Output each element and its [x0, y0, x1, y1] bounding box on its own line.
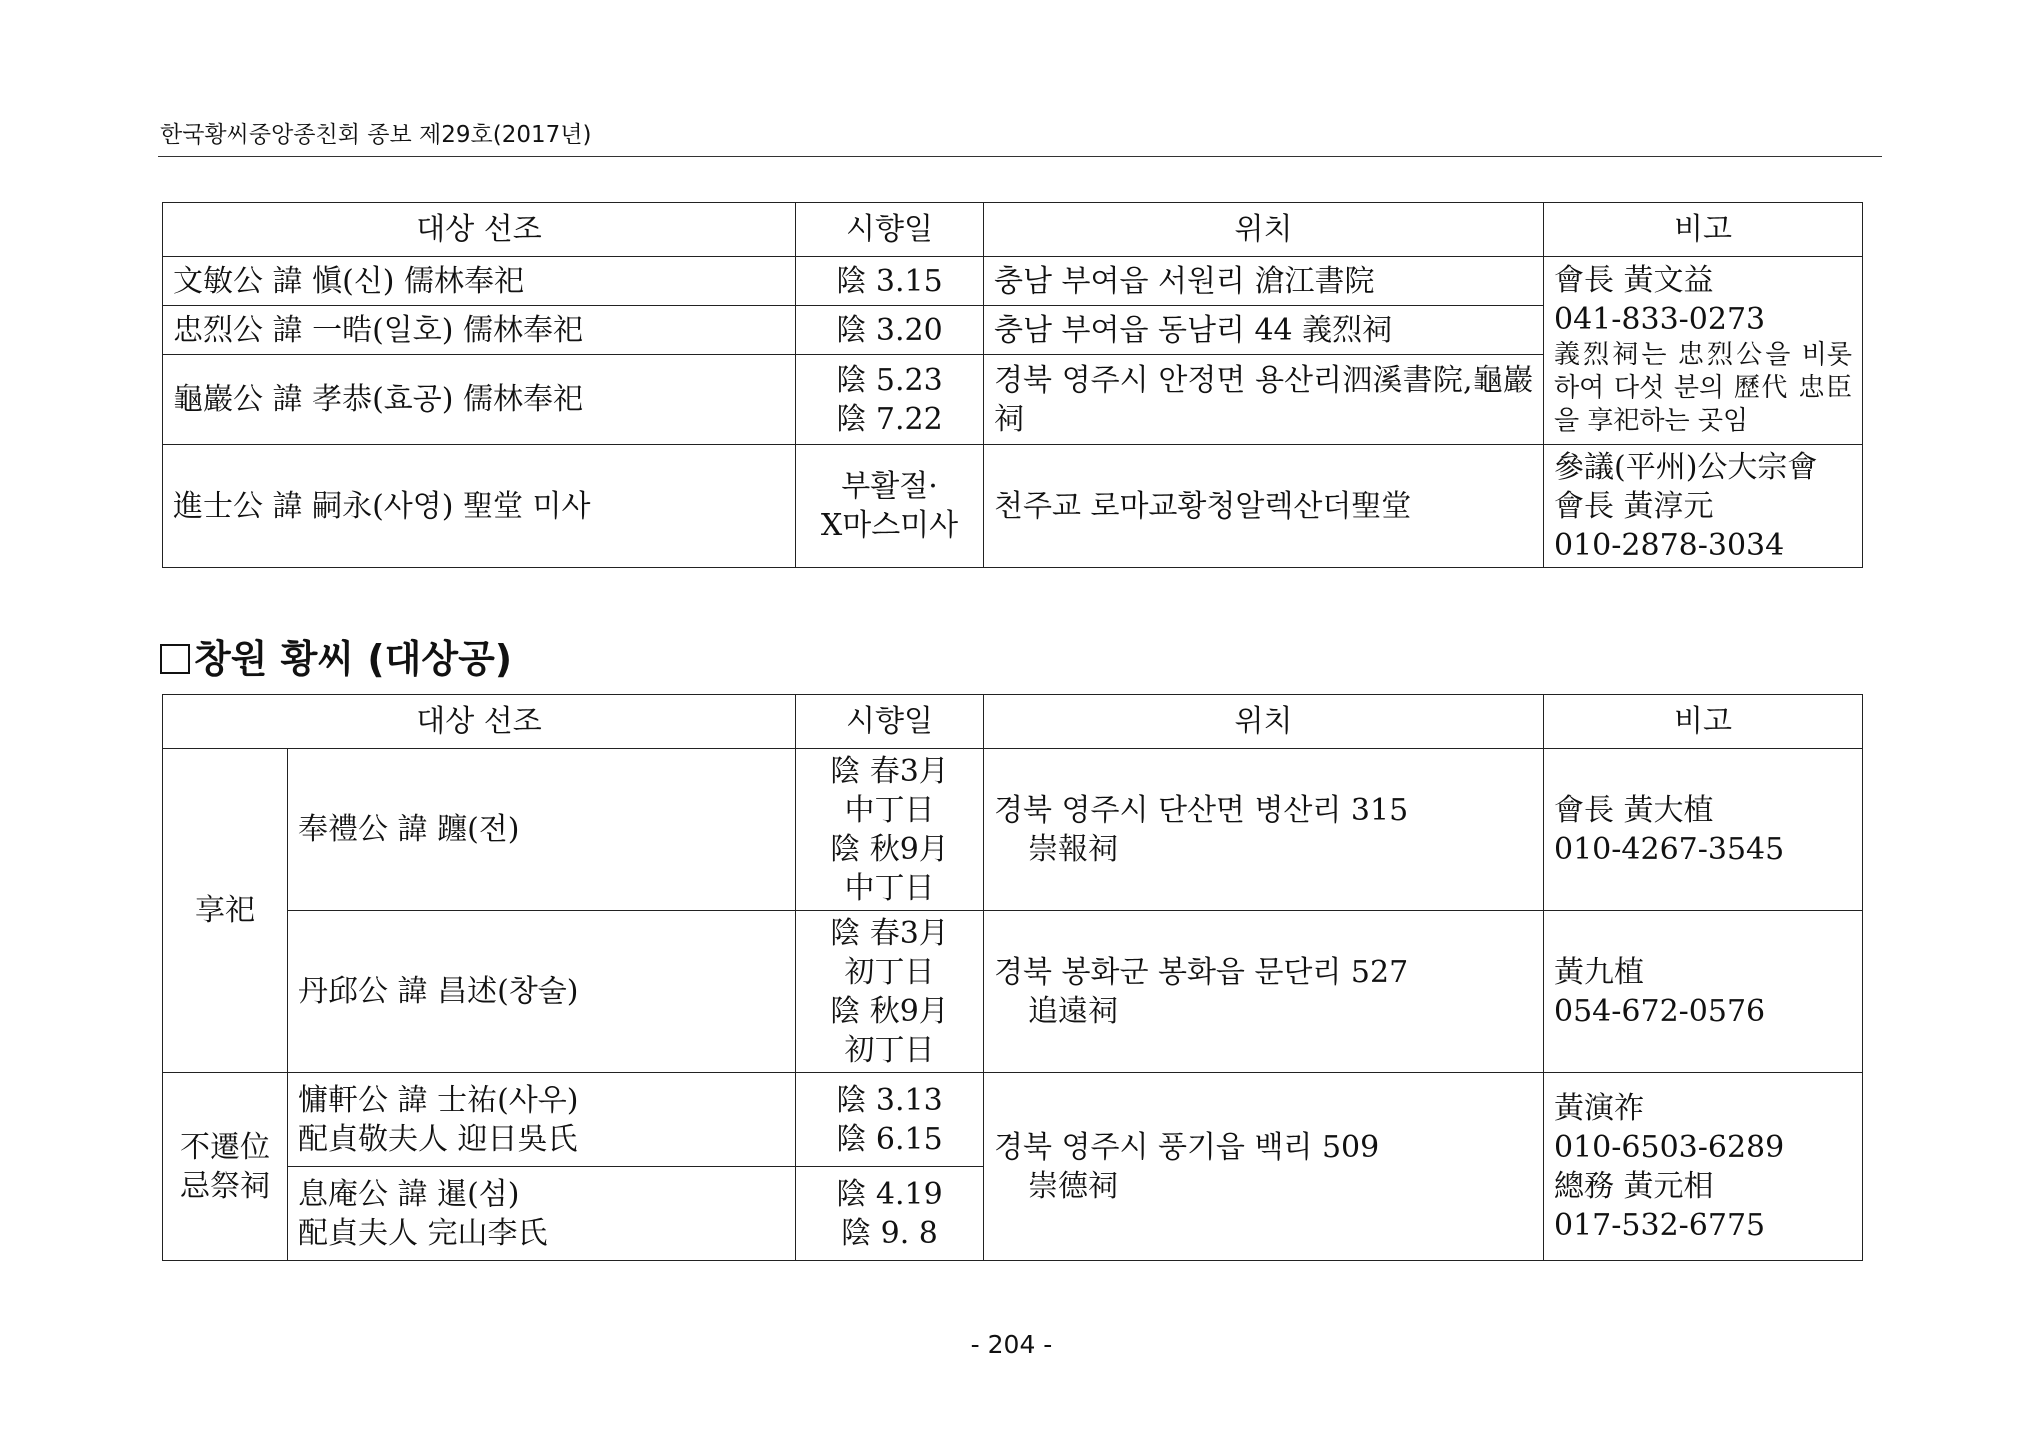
note-line: 會長 黃大植	[1554, 792, 1714, 828]
date-line: 陰 秋9月	[830, 831, 949, 867]
ancestor-cell: 忠烈公 諱 一晧(일호) 儒林奉祀	[163, 306, 796, 355]
note-line: 總務 黃元相	[1554, 1168, 1714, 1204]
note-line: 會長 黃文益	[1554, 263, 1714, 298]
note-line: 黃演祚	[1554, 1090, 1644, 1126]
date-line: 陰 3.13	[836, 1082, 943, 1118]
location-cell: 충남 부여읍 동남리 44 義烈祠	[984, 306, 1544, 355]
date-cell: 陰 3.20	[796, 306, 984, 355]
note-cell	[1544, 911, 1863, 1073]
date-line: 中丁日	[844, 870, 935, 906]
date-cell	[796, 749, 984, 911]
date-cell	[796, 1167, 984, 1261]
ancestor-cell: 進士公 諱 嗣永(사영) 聖堂 미사	[163, 445, 796, 568]
note-cell	[1544, 445, 1863, 568]
ancestor-cell: 奉禮公 諱 躔(전)	[288, 749, 796, 911]
table-row	[163, 257, 1863, 306]
note-line: 017-532-6775	[1554, 1207, 1766, 1243]
location-cell	[984, 749, 1544, 911]
ancestor-line: 慵軒公 諱 士祐(사우)	[298, 1082, 579, 1118]
date-line: 陰 4.19	[836, 1176, 943, 1212]
table-row	[163, 749, 1863, 911]
date-line: 陰 5.23	[836, 362, 943, 398]
ancestor-cell	[288, 1073, 796, 1167]
note-line: 黃九植	[1554, 954, 1644, 990]
ancestor-cell: 文敏公 諱 愼(신) 儒林奉祀	[163, 257, 796, 306]
note-line: 010-2878-3034	[1554, 527, 1785, 563]
location-line: 경북 영주시 단산면 병산리 315	[994, 792, 1409, 828]
date-line: 中丁日	[844, 792, 935, 828]
col-header-date: 시향일	[796, 695, 984, 749]
ancestor-line: 配貞夫人 完山李氏	[298, 1215, 548, 1251]
group-label: 享祀	[163, 749, 288, 1073]
location-cell	[984, 1073, 1544, 1261]
checkbox-square-icon	[160, 644, 190, 674]
date-line: X마스미사	[820, 508, 959, 543]
date-line: 陰 7.22	[836, 401, 943, 437]
date-line: 陰 春3月	[830, 753, 949, 789]
col-header-note: 비고	[1544, 695, 1863, 749]
location-line: 경북 영주시 풍기읍 백리 509	[994, 1129, 1380, 1165]
note-remark: 義烈祠는 忠烈公을 비롯하여 다섯 분의 歷代 忠臣을 享祀하는 곳임	[1554, 340, 1852, 437]
note-line: 會長 黃淳元	[1554, 488, 1714, 524]
table-row	[163, 911, 1863, 1073]
note-cell	[1544, 1073, 1863, 1261]
table1-header-row	[163, 203, 1863, 257]
note-line: 054-672-0576	[1554, 993, 1766, 1029]
col-header-ancestor: 대상 선조	[163, 203, 796, 257]
col-header-location: 위치	[984, 203, 1544, 257]
col-header-location: 위치	[984, 695, 1544, 749]
table2-header-row	[163, 695, 1863, 749]
ancestor-cell	[288, 1167, 796, 1261]
note-line: 010-4267-3545	[1554, 831, 1785, 867]
group-label	[163, 1073, 288, 1261]
table-row	[163, 1073, 1863, 1167]
ancestral-rites-table-1	[162, 202, 1863, 568]
group-label-line: 忌祭祠	[180, 1168, 270, 1204]
date-cell	[796, 911, 984, 1073]
date-cell	[796, 355, 984, 445]
ancestor-line: 配貞敬夫人 迎日吳氏	[298, 1121, 578, 1157]
date-cell: 陰 3.15	[796, 257, 984, 306]
date-line: 陰 秋9月	[830, 993, 949, 1029]
section-title	[160, 628, 512, 683]
ancestor-cell: 丹邱公 諱 昌述(창술)	[288, 911, 796, 1073]
ancestor-cell: 龜巖公 諱 孝恭(효공) 儒林奉祀	[163, 355, 796, 445]
note-cell	[1544, 749, 1863, 911]
date-line: 陰 6.15	[836, 1121, 943, 1157]
date-cell	[796, 445, 984, 568]
header-divider	[158, 156, 1882, 157]
location-line: 崇報祠	[1028, 831, 1118, 867]
date-line: 初丁日	[844, 954, 935, 990]
note-line: 參議(平州)公大宗會	[1554, 449, 1818, 485]
note-line: 010-6503-6289	[1554, 1129, 1785, 1165]
page-number: - 204 -	[970, 1330, 1053, 1359]
location-cell	[984, 911, 1544, 1073]
date-cell	[796, 1073, 984, 1167]
location-line: 追遠祠	[1028, 993, 1118, 1029]
date-line: 陰 春3月	[830, 915, 949, 951]
location-cell: 천주교 로마교황청알렉산더聖堂	[984, 445, 1544, 568]
location-line: 경북 봉화군 봉화읍 문단리 527	[994, 954, 1409, 990]
group-label-line: 不遷位	[180, 1129, 270, 1165]
date-line: 부활절·	[841, 469, 938, 504]
note-cell-merged	[1544, 257, 1863, 445]
location-line: 崇德祠	[1028, 1168, 1118, 1204]
col-header-ancestor: 대상 선조	[163, 695, 796, 749]
location-cell: 충남 부여읍 서원리 滄江書院	[984, 257, 1544, 306]
table-row	[163, 445, 1863, 568]
ancestral-rites-table-2	[162, 694, 1863, 1261]
ancestor-line: 息庵公 諱 暹(섬)	[298, 1176, 520, 1212]
document-header: 한국황씨중앙종친회 종보 제29호(2017년)	[160, 122, 592, 148]
date-line: 陰 9. 8	[841, 1215, 938, 1251]
location-cell: 경북 영주시 안정면 용산리泗溪書院,龜巖祠	[984, 355, 1544, 445]
col-header-note: 비고	[1544, 203, 1863, 257]
col-header-date: 시향일	[796, 203, 984, 257]
section-title-text: 창원 황씨 (대상공)	[194, 637, 513, 681]
note-line: 041-833-0273	[1554, 302, 1766, 337]
date-line: 初丁日	[844, 1032, 935, 1068]
